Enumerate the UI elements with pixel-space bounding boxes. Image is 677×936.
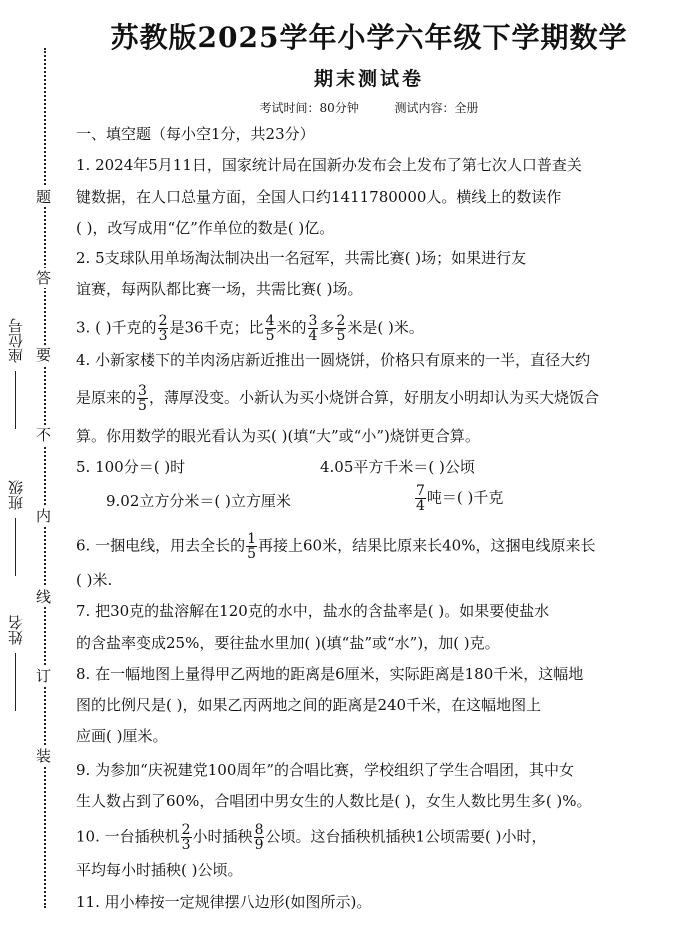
denominator: 5 <box>265 328 275 344</box>
fraction <box>254 823 265 852</box>
numerator: 8 <box>254 822 264 838</box>
q6-text: 再接上60米，结果比原来长40%，这捆电线原来长 <box>258 536 596 555</box>
q10-line: 平均每小时插秧( )公顷。 <box>76 861 243 879</box>
margin-char: 不 <box>36 426 52 444</box>
numerator: 7 <box>416 483 425 499</box>
exam-content: 测试内容：全册 <box>394 101 479 115</box>
q4-line: 4. 小新家楼下的羊肉汤店新近推出一圆烧饼，价格只有原来的一半，直径大约 <box>76 351 591 369</box>
numerator: 1 <box>247 531 257 547</box>
numerator: 4 <box>265 313 275 329</box>
margin-char: 答 <box>36 269 52 287</box>
q8-line: 应画( )厘米。 <box>76 727 168 745</box>
q5-d <box>414 484 503 513</box>
margin-char: 题 <box>36 188 52 206</box>
numerator: 2 <box>181 822 191 838</box>
q5-c: 9.02立方分米＝( )立方厘米 <box>106 492 291 510</box>
exam-subtitle: 期末测试卷 <box>313 68 424 90</box>
q5-a: 5. 100分＝( )时 <box>76 458 186 476</box>
q1-line: 1. 2024年5月11日，国家统计局在国新办发布会上发布了第七次人口普查关 <box>76 156 582 174</box>
q3-text: 多 <box>319 318 335 337</box>
q4-line: 算。你用数学的眼光看认为买( )(填“大”或“小”)烧饼更合算。 <box>76 427 480 445</box>
q3-text: 3. ( )千克的 <box>76 318 157 337</box>
class-field <box>2 480 28 576</box>
denominator: 5 <box>336 328 346 344</box>
q3-text: 米的 <box>276 318 307 337</box>
q6-line <box>76 532 595 561</box>
exam-title: 苏教版2025学年小学六年级下学期数学 <box>110 21 628 54</box>
q2-line: 谊赛，每两队都比赛一场，共需比赛( )场。 <box>76 280 363 298</box>
denominator: 3 <box>181 837 191 853</box>
margin-char: 要 <box>36 346 52 364</box>
denominator: 5 <box>247 546 257 562</box>
q10-line <box>76 823 547 852</box>
exam-info <box>76 99 662 116</box>
q2-line: 2. 5支球队用单场淘汰制决出一名冠军，共需比赛( )场；如果进行友 <box>76 249 527 267</box>
margin-char: 内 <box>36 507 52 525</box>
class-blank[interactable] <box>15 518 16 576</box>
class-label: 班级 <box>6 480 25 510</box>
q7-line: 的含盐率变成25%，要往盐水里加( )(填“盐”或“水”)，加( )克。 <box>76 634 500 652</box>
denominator: 4 <box>308 328 318 344</box>
q4-text: 是原来的 <box>76 388 137 407</box>
q9-line: 生人数占到了60%，合唱团中男女生的人数比是( )，女生人数比男生多( )%。 <box>76 792 592 810</box>
q11-line: 11. 用小棒按一定规律摆八边形(如图所示)。 <box>76 893 372 911</box>
numerator: 2 <box>336 313 346 329</box>
numerator: 3 <box>138 383 147 399</box>
margin-char: 线 <box>36 588 52 606</box>
name-field <box>2 615 28 711</box>
q10-text: 10. 一台插秧机 <box>76 827 180 846</box>
exam-time: 考试时间：80分钟 <box>259 101 359 115</box>
q4-text: ，薄厚没变。小新认为买小烧饼合算，好朋友小明却认为买大烧饭合 <box>148 388 599 407</box>
fraction <box>265 314 276 343</box>
q3-line <box>76 314 424 343</box>
name-label: 姓名 <box>6 615 25 645</box>
q3-text: 米是( )米。 <box>347 318 424 337</box>
q6-text: 6. 一捆电线，用去全长的 <box>76 536 246 555</box>
fraction <box>335 314 346 343</box>
q8-line: 图的比例尺是( )，如果乙丙两地之间的距离是240千米，在这幅地图上 <box>76 696 542 714</box>
seat-number-blank[interactable] <box>15 371 16 429</box>
section-heading: 一、填空题（每小空1分，共23分） <box>76 125 315 143</box>
q10-text: 小时插秧 <box>192 827 253 846</box>
denominator: 4 <box>416 498 425 514</box>
q5-b: 4.05平方千米＝( )公顷 <box>320 458 475 476</box>
numerator: 2 <box>158 313 168 329</box>
name-blank[interactable] <box>15 653 16 711</box>
q7-line: 7. 把30克的盐溶解在120克的水中，盐水的含盐率是( )。如果要使盐水 <box>76 602 550 620</box>
fraction <box>181 823 192 852</box>
margin-char: 订 <box>36 667 52 685</box>
denominator: 3 <box>158 328 168 344</box>
q8-line: 8. 在一幅地图上量得甲乙两地的距离是6厘米，实际距离是180千米，这幅地 <box>76 665 584 683</box>
denominator: 5 <box>138 398 147 414</box>
seat-number-label: 座位号 <box>6 318 25 363</box>
q4-line <box>76 384 599 413</box>
fraction <box>137 384 148 413</box>
denominator: 9 <box>254 837 264 853</box>
fraction <box>246 532 257 561</box>
q6-line: ( )米. <box>76 571 113 589</box>
fraction <box>415 484 426 513</box>
numerator: 3 <box>308 313 318 329</box>
q1-line: 键数据，在人口总量方面，全国人口约1411780000人。横线上的数读作 <box>76 188 562 206</box>
margin-char: 装 <box>36 747 52 765</box>
fraction <box>308 314 319 343</box>
q5-text: 吨＝( )千克 <box>426 488 504 507</box>
seat-number-field <box>2 318 28 429</box>
fraction <box>158 314 169 343</box>
q9-line: 9. 为参加“庆祝建党100周年”的合唱比赛，学校组织了学生合唱团，其中女 <box>76 761 575 779</box>
q3-text: 是36千克；比 <box>169 318 264 337</box>
q1-line: ( )，改写成用“亿”作单位的数是( )亿。 <box>76 219 335 237</box>
binding-dotted-line <box>44 48 46 908</box>
q10-text: 公顷。这台插秧机插秧1公顷需要( )小时， <box>265 827 547 846</box>
